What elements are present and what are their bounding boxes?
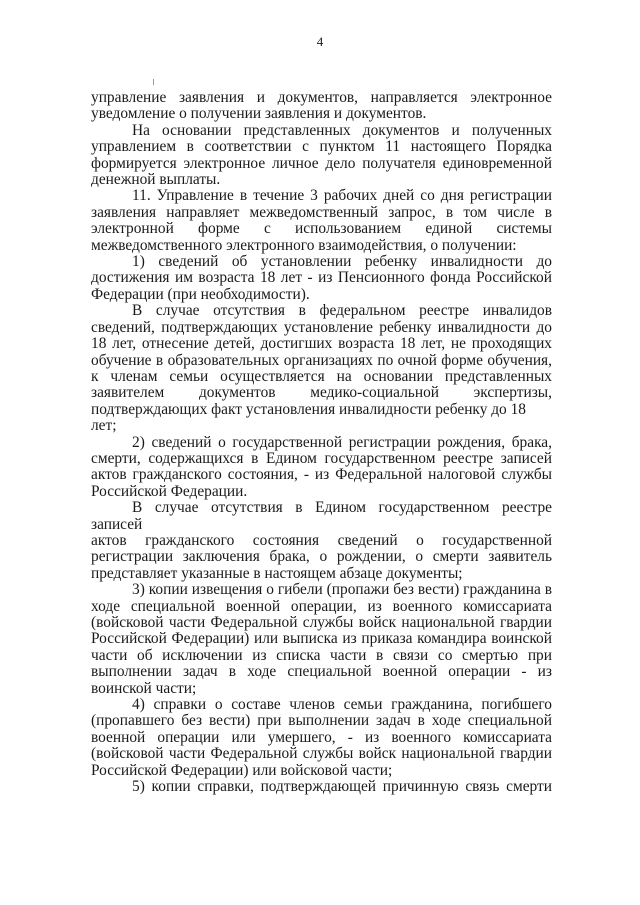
text-line: ходе специальной военной операции, из военного комиссариата xyxy=(91,597,552,615)
text-line: актов гражданского состояния сведений о государственной xyxy=(91,531,552,549)
text-line: заявителем документов медико-социальной экспертизы, xyxy=(91,384,552,402)
paragraph xyxy=(91,90,552,123)
paragraph xyxy=(91,188,552,254)
text-line: выполнении задач в ходе специальной военной операции - из xyxy=(91,663,552,681)
text-line: подтверждающих факт установления инвалидности ребенку до 18 лет; xyxy=(91,400,526,435)
text-line: 1) сведений об установлении ребенку инвалидности до xyxy=(132,253,552,271)
text-line: смерти, содержащихся в Едином государственном реестре записей xyxy=(91,449,552,467)
paragraph xyxy=(91,697,552,779)
text-line: 2) сведений о государственной регистрации рождения, брака, xyxy=(132,433,552,451)
scan-mark xyxy=(153,79,154,85)
text-line: представляет указанные в настоящем абзаце документы; xyxy=(91,564,463,582)
paragraph xyxy=(91,435,552,501)
text-line: (войсковой части Федеральной службы войск национальной гвардии xyxy=(91,745,552,763)
text-line: Российской Федерации) или выписка из приказа командира воинской xyxy=(91,630,552,648)
text-line: 3) копии извещения о гибели (пропажи без вести) гражданина в xyxy=(132,581,552,599)
paragraph xyxy=(91,500,552,582)
text-line: формируется электронное личное дело получателя единовременной xyxy=(91,154,552,172)
text-line: денежной выплаты. xyxy=(91,171,221,189)
page-number: 4 xyxy=(316,34,324,49)
text-line: заявления направляет межведомственный запрос, в том числе в xyxy=(91,203,552,221)
text-line: (войсковой части Федеральной службы войск национальной гвардии xyxy=(91,614,552,631)
text-line: сведений, подтверждающих установление ребенку инвалидности до xyxy=(91,318,552,336)
text-line: к членам семьи осуществляется на основании представленных xyxy=(91,367,552,385)
text-line: межведомственного электронного взаимодействия, о получении: xyxy=(91,236,517,254)
text-line: актов гражданского состояния, - из Федеральной налоговой службы xyxy=(91,466,552,484)
paragraph xyxy=(91,123,552,189)
text-line: уведомление о получении заявления и документов. xyxy=(91,105,427,123)
text-line: военной операции или умершего, - из военного комиссариата xyxy=(91,728,552,746)
paragraph xyxy=(91,582,552,697)
text-line: В случае отсутствия в Едином государственном реестре записей xyxy=(91,499,552,533)
paragraph xyxy=(91,303,552,434)
text-line: регистрации заключения брака, о рождении, о смерти заявитель xyxy=(91,548,552,566)
text-line: 4) справки о составе членов семьи гражданина, погибшего xyxy=(132,696,552,714)
text-line: 18 лет, отнесение детей, достигших возраста 18 лет, не проходящих xyxy=(91,335,552,353)
text-line: (пропавшего без вести) при выполнении задач в ходе специальной xyxy=(91,712,552,730)
text-line: обучение в образовательных организациях по очной форме обучения, xyxy=(91,351,552,369)
text-line: управлением в соответствии с пунктом 11 настоящего Порядка xyxy=(91,138,552,156)
text-line: Российской Федерации. xyxy=(91,482,248,500)
paragraph xyxy=(91,779,552,795)
text-line: Российской Федерации) или войсковой части; xyxy=(91,761,393,779)
document-body xyxy=(91,90,552,795)
text-line: На основании представленных документов и полученных xyxy=(132,121,552,139)
text-line: Федерации (при необходимости). xyxy=(91,285,310,303)
paragraph xyxy=(91,254,552,303)
text-line: 5) копии справки, подтверждающей причинную связь смерти xyxy=(132,778,552,796)
text-line: электронной форме с использованием единой системы xyxy=(91,220,552,238)
text-line: части об исключении из списка части в связи со смертью при xyxy=(91,646,552,664)
text-line: достижения им возраста 18 лет - из Пенсионного фонда Российской xyxy=(91,269,552,287)
text-line: 11. Управление в течение 3 рабочих дней со дня регистрации xyxy=(132,187,552,205)
text-line: воинской части; xyxy=(91,679,197,697)
text-line: В случае отсутствия в федеральном реестре инвалидов xyxy=(132,302,552,320)
text-line: управление заявления и документов, направляется электронное xyxy=(91,89,552,106)
